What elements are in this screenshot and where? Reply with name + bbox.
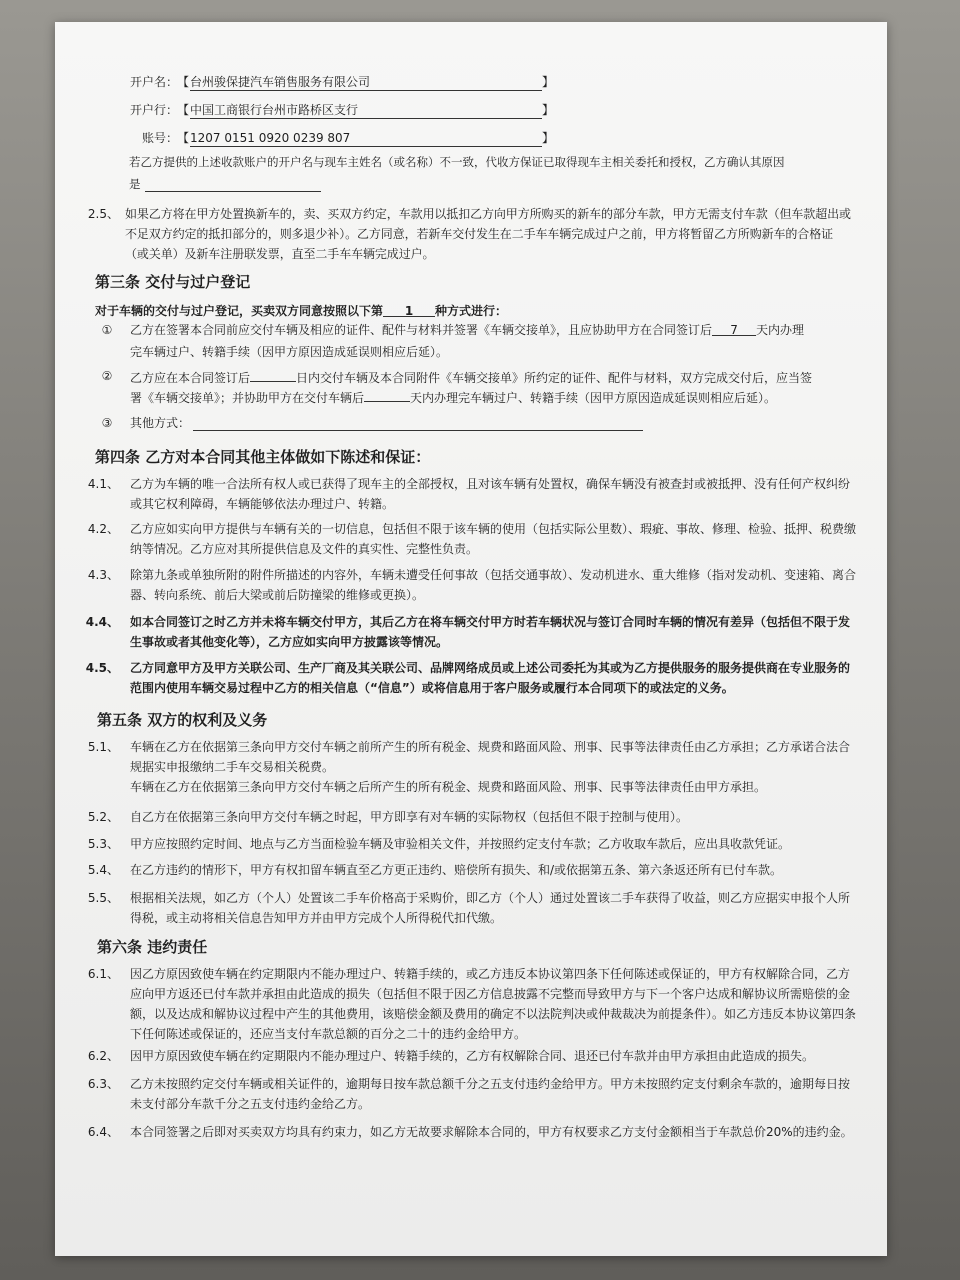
clause-6-3-text: 乙方未按照约定交付车辆或相关证件的，逾期每日按车款总额千分之五支付违约金给甲方。甲方未按照约定支付剩余车款的，逾期每日按未支付部分车款千分之五支付违约金给乙方。 [130, 1077, 851, 1111]
clause-5-5-text: 根据相关法规，如乙方（个人）处置该二手车价格高于采购价，即乙方（个人）通过处置该二手车获得了收益，则乙方应据实申报个人所得税，或主动将相关信息告知甲方并由甲方完成个人所得税代扣代缴。 [130, 891, 851, 925]
clause-5-2-number: 5.2、 [87, 810, 119, 824]
account-number-open-bracket: 【 [177, 131, 190, 145]
account-name-open-bracket: 【 [177, 75, 190, 89]
option-1-line1 [130, 322, 804, 338]
option-2-line1 [130, 368, 812, 386]
clause-5-3-number: 5.3、 [87, 837, 119, 851]
option-2-transfer-days-blank [364, 388, 410, 402]
article-3-intro [95, 303, 507, 319]
article-4-title: 第四条 乙方对本合同其他主体做如下陈述和保证： [95, 448, 431, 466]
option-1-text-b: 天内办理 [756, 323, 805, 337]
account-number-label: 账号： [141, 131, 178, 145]
clause-5-4-text: 在乙方违约的情形下，甲方有权扣留车辆直至乙方更正违约、赔偿所有损失、和/或依据第五条、第六条返还所有已付车款。 [130, 863, 783, 877]
article-5-title: 第五条 双方的权利及义务 [97, 711, 268, 729]
account-mismatch-note: 若乙方提供的上述收款账户的开户名与现车主姓名（或名称）不一致，代收方保证已取得现车主相关委托和授权，乙方确认其原因 [129, 155, 785, 169]
account-name-close-bracket: 】 [542, 75, 555, 89]
clause-number: 2.5、 [87, 207, 119, 221]
option-2-days-blank [250, 368, 296, 382]
option-1-mark: ① [101, 323, 113, 337]
clause-4-3-text: 除第九条或单独所附的附件所描述的内容外，车辆未遭受任何事故（包括交通事故）、发动机进水、重大维修（指对发动机、变速箱、离合器、转向系统、前后大梁或前后防撞梁的维修或更换）。 [130, 568, 857, 602]
account-name-label: 开户名： [129, 75, 178, 89]
bank-close-bracket: 】 [542, 103, 555, 117]
clause-5-1-number: 5.1、 [87, 740, 119, 754]
clause-4-2-number: 4.2、 [87, 522, 119, 536]
account-mismatch-reason-prefix: 是 [129, 177, 141, 191]
option-2-text-c: 署《车辆交接单》；并协助甲方在交付车辆后 [130, 391, 365, 405]
option-3-mark: ③ [101, 416, 113, 430]
article-6-title: 第六条 违约责任 [97, 938, 208, 956]
option-2-text-a: 乙方应在本合同签订后 [130, 371, 251, 385]
account-name-value: 台州骏保捷汽车销售服务有限公司 [190, 74, 542, 91]
option-3-blank [193, 415, 643, 431]
delivery-method-value: 1 [383, 303, 435, 317]
clause-2-5-text: 如果乙方将在甲方处置换新车的，卖、买双方约定，车款用以抵扣乙方向甲方所购买的新车的部分车款，甲方无需支付车款（但车款超出或不足双方约定的抵扣部分的，则多退少补）。乙方同意，若新车交付发生在二手车车辆完成过户之前，甲方将暂留乙方所购新车的合格证（或关单）及新车注册联发票，直至二手车车辆完成过户。 [125, 207, 851, 261]
clause-4-1-number: 4.1、 [87, 477, 119, 491]
article-3-intro-a: 对于车辆的交付与过户登记，买卖双方同意按照以下第 [95, 304, 384, 318]
clause-6-3-number: 6.3、 [87, 1077, 119, 1091]
clause-5-4-number: 5.4、 [87, 863, 119, 877]
bank-open-bracket: 【 [177, 103, 190, 117]
clause-4-1-text: 乙方为车辆的唯一合法所有权人或已获得了现车主的全部授权，且对该车辆有处置权，确保车辆没有被查封或被抵押、没有任何产权纠纷或其它权利障碍，车辆能够依法办理过户、转籍。 [130, 477, 851, 511]
clause-4-2-text: 乙方应如实向甲方提供与车辆有关的一切信息，包括但不限于该车辆的使用（包括实际公里数）、瑕疵、事故、修理、检验、抵押、税费缴纳等情况。乙方应对其所提供信息及文件的真实性、完整性负责。 [130, 522, 857, 556]
option-2-line2 [130, 388, 776, 406]
option-1-line2: 完车辆过户、转籍手续（因甲方原因造成延误则相应后延）。 [130, 345, 449, 359]
article-3-title: 第三条 交付与过户登记 [95, 273, 251, 291]
clause-5-2-text: 自乙方在依据第三条向甲方交付车辆之时起，甲方即享有对车辆的实际物权（包括但不限于控制与使用）。 [130, 810, 689, 824]
account-number-value: 1207 0151 0920 0239 807 [190, 130, 542, 147]
bank-label: 开户行： [129, 103, 178, 117]
contract-page [55, 22, 887, 1256]
option-3-label: 其他方式： [130, 416, 191, 430]
clause-4-5-text: 乙方同意甲方及甲方关联公司、生产厂商及其关联公司、品牌网络成员或上述公司委托为其或为乙方提供服务的服务提供商在专业服务的范围内使用车辆交易过程中乙方的相关信息（“信息”）或将信息用于客户服务或履行本合同项下的或法定的义务。 [130, 661, 851, 695]
option-1-days-value: 7 [712, 322, 756, 336]
clause-5-1-text: 车辆在乙方在依据第三条向甲方交付车辆之前所产生的所有税金、规费和路面风险、刑事、民事等法律责任由乙方承担；乙方承诺合法合规据实申报缴纳二手车交易相关税费。 [130, 740, 851, 774]
clause-5-1-extra: 车辆在乙方在依据第三条向甲方交付车辆之后所产生的所有税金、规费和路面风险、刑事、民事等法律责任由甲方承担。 [130, 780, 767, 794]
clause-5-3-text: 甲方应按照约定时间、地点与乙方当面检验车辆及审验相关文件，并按照约定支付车款；乙方收取车款后，应出具收款凭证。 [130, 837, 791, 851]
bank-value: 中国工商银行台州市路桥区支行 [190, 102, 542, 119]
clause-6-2-text: 因甲方原因致使车辆在约定期限内不能办理过户、转籍手续的，乙方有权解除合同、退还已付车款并由甲方承担由此造成的损失。 [130, 1049, 815, 1063]
option-2-text-d: 天内办理完车辆过户、转籍手续（因甲方原因造成延误则相应后延）。 [410, 391, 777, 405]
account-mismatch-reason-blank [145, 176, 321, 192]
article-3-intro-b: 种方式进行： [435, 304, 508, 318]
account-number-close-bracket: 】 [542, 131, 555, 145]
clause-6-4-text: 本合同签署之后即对买卖双方均具有约束力，如乙方无故要求解除本合同的，甲方有权要求乙方支付金额相当于车款总价20%的违约金。 [130, 1125, 853, 1139]
clause-6-2-number: 6.2、 [87, 1049, 119, 1063]
option-1-text-a: 乙方在签署本合同前应交付车辆及相应的证件、配件与材料并签署《车辆交接单》，且应协助甲方在合同签订后 [130, 323, 713, 337]
clause-6-1-text: 因乙方原因致使车辆在约定期限内不能办理过户、转籍手续的，或乙方违反本协议第四条下任何陈述或保证的，甲方有权解除合同，乙方应向甲方返还已付车款并承担由此造成的损失（包括但不限于因乙方信息披露不完整而导致甲方与下一个客户达成和解协议所需赔偿的金额，以及达成和解协议过程中产生的其他费用，该赔偿金额及费用的确定不以法院判决或仲裁裁决为前提条件）。如乙方违反本协议第四条下任何陈述或保证的，还应当支付车款总额的百分之二十的违约金给甲方。 [130, 967, 857, 1041]
clause-4-4-number: 4.4、 [85, 615, 119, 629]
clause-4-4-text: 如本合同签订之时乙方并未将车辆交付甲方，其后乙方在将车辆交付甲方时若车辆状况与签订合同时车辆的情况有差异（包括但不限于发生事故或者其他变化等），乙方应如实向甲方披露该等情况。 [130, 615, 851, 649]
clause-4-5-number: 4.5、 [85, 661, 119, 675]
option-2-text-b: 日内交付车辆及本合同附件《车辆交接单》所约定的证件、配件与材料，双方完成交付后，应当签 [296, 371, 813, 385]
clause-6-4-number: 6.4、 [87, 1125, 119, 1139]
clause-4-3-number: 4.3、 [87, 568, 119, 582]
option-2-mark: ② [101, 369, 113, 383]
clause-6-1-number: 6.1、 [87, 967, 119, 981]
clause-5-5-number: 5.5、 [87, 891, 119, 905]
